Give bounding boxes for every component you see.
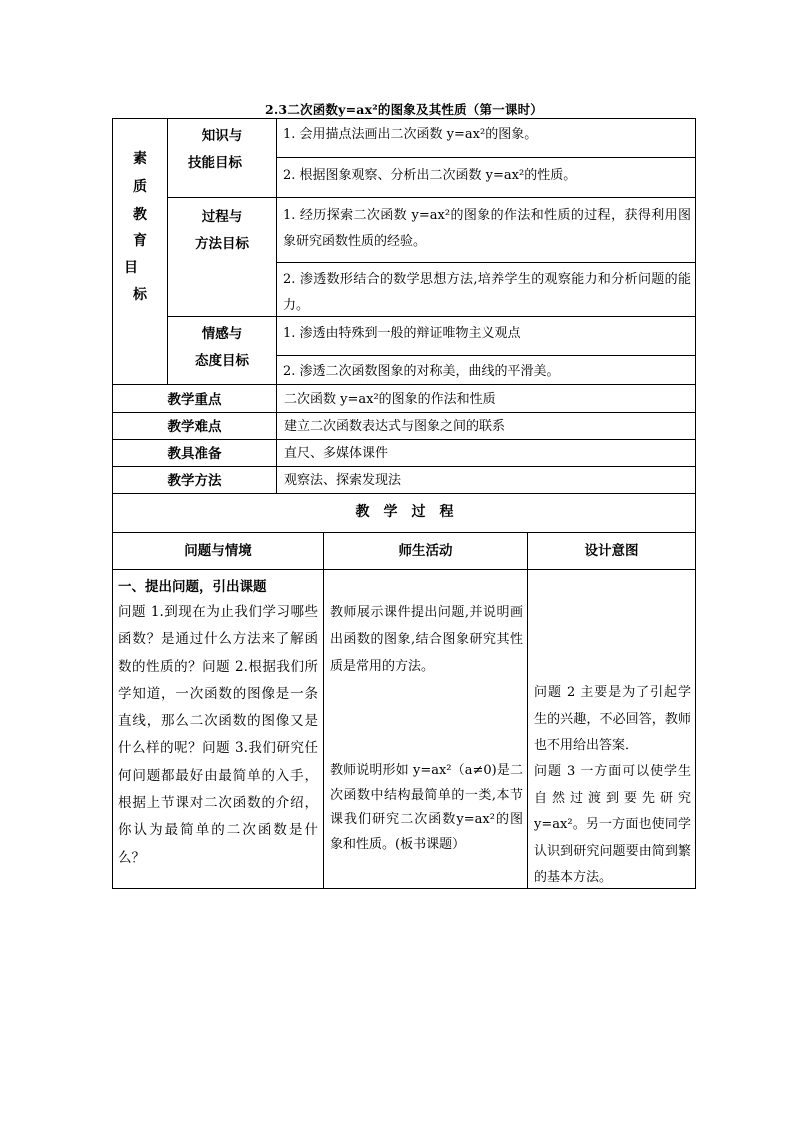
- process-heading: 教 学 过 程: [355, 504, 454, 520]
- design-intent-text-1: 问题 2 主要是为了引起学生的兴趣，不必回答，教师也不用给出答案．: [534, 685, 691, 753]
- objective-item: 2. 渗透数形结合的数学思想方法,培养学生的观察能力和分析问题的能力。: [283, 272, 691, 313]
- info-value: 观察法、探索发现法: [284, 473, 402, 488]
- group-label-attitude-line2: 态度目标: [195, 353, 249, 369]
- info-value: 直尺、多媒体课件: [284, 446, 389, 461]
- info-label: 教学重点: [167, 392, 222, 408]
- column-header-situation: 问题与情境: [184, 543, 252, 559]
- teacher-activity-text-2: 教师说明形如 y=ax²（a≠0)是二次函数中结构最简单的一类,本节课我们研究二次函数y=ax²的图象和性质。(板书课题）: [330, 763, 523, 852]
- objective-item: 1. 会用描点法画出二次函数 y=ax²的图象。: [283, 127, 538, 142]
- objective-item: 2. 根据图象观察、分析出二次函数 y=ax²的性质。: [283, 168, 577, 183]
- info-label: 教具准备: [167, 446, 222, 462]
- vertical-char: 教: [133, 207, 147, 223]
- vertical-char: 质: [133, 179, 147, 195]
- info-label: 教学方法: [167, 473, 222, 489]
- objective-item: 1. 经历探索二次函数 y=ax²的图象的作法和性质的过程，获得利用图象研究函数性质的经验。: [283, 208, 691, 249]
- page-title: 2.3二次函数y=ax²的图象及其性质（第一课时）: [264, 102, 543, 117]
- column-header-intent: 设计意图: [584, 543, 639, 559]
- group-label-process-line1: 过程与: [201, 209, 243, 225]
- column-header-activity: 师生活动: [398, 543, 453, 559]
- info-value: 建立二次函数表达式与图象之间的联系: [284, 419, 506, 434]
- teacher-activity-text-1: 教师展示课件提出问题,并说明画出函数的图象,结合图象研究其性质是常用的方法。: [330, 605, 523, 674]
- section-title: 一、提出问题，引出课题: [118, 579, 267, 595]
- problem-situation-text: 问题 1.到现在为止我们学习哪些函数？是通过什么方法来了解函数的性质的？问题 2.根据我们所学知道，一次函数的图像是一条直线，那么二次函数的图像又是什么样的呢？问题 3.我们研究任何问题都最好由最简单的入手，根据上节课对二次函数的介绍，你认为最简单的二次函数是什么？: [118, 604, 318, 866]
- vertical-char: 标: [133, 287, 147, 303]
- group-label-attitude-line1: 情感与: [201, 326, 243, 342]
- group-label-knowledge-line1: 知识与: [201, 128, 243, 144]
- group-label-knowledge-line2: 技能目标: [188, 155, 242, 171]
- group-label-process-line2: 方法目标: [195, 236, 249, 252]
- objective-item: 1. 渗透由特殊到一般的辩证唯物主义观点: [283, 326, 521, 341]
- vertical-char: 育: [133, 233, 147, 249]
- vertical-char: 素: [133, 151, 147, 167]
- design-intent-text-2: 问题 3 一方面可以使学生自然过渡到要先研究y=ax²。另一方面也使同学认识到研究问题要由简到繁的基本方法。: [534, 764, 691, 885]
- vertical-char: 目: [124, 260, 138, 276]
- info-label: 教学难点: [167, 419, 222, 435]
- objective-item: 2. 渗透二次函数图象的对称美，曲线的平滑美。: [283, 364, 560, 379]
- info-value: 二次函数 y=ax²的图象的作法和性质: [284, 392, 496, 407]
